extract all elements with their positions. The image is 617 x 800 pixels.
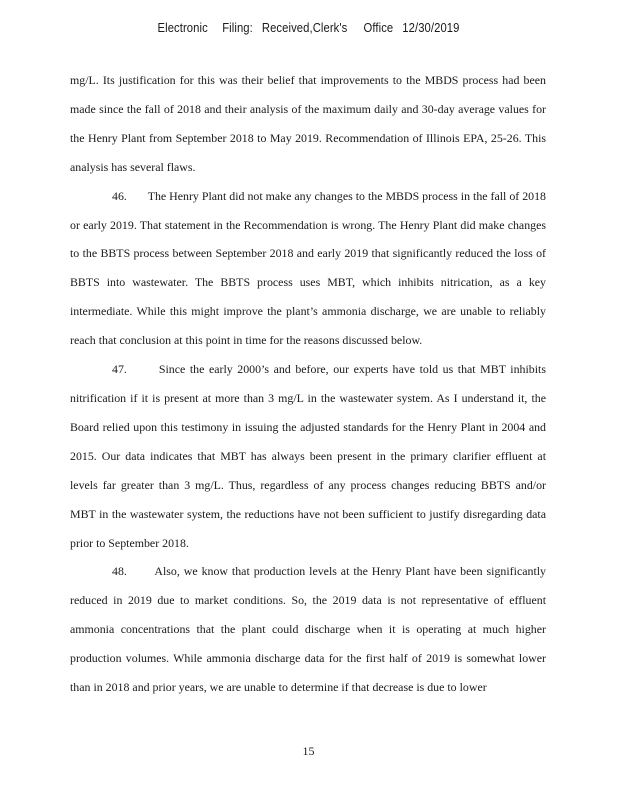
filing-header	[31, 21, 586, 35]
paragraph-text: The Henry Plant did not make any changes to the MBDS process in the fall of 2018 or early 2019. That statement in the Recommendation is wrong. The Henry Plant did make changes to the BBTS process between September 2018 and early 2019 that significantly reduced the loss of BBTS into wastewater. The BBTS process uses MBT, which inhibits nitrication, as a key intermediate. While this might improve the plant’s ammonia discharge, we are unable to reliably reach that conclusion at this point in time for the reasons discussed below.	[70, 188, 546, 348]
paragraph-text: mg/L. Its justification for this was their belief that improvements to the MBDS process had been made since the fall of 2018 and their analysis of the maximum daily and 30-day average values for the Henry Plant from September 2018 to May 2019. Recommendation of Illinois EPA, 25-26. This analysis has several flaws.	[70, 73, 546, 174]
paragraph-47	[70, 355, 546, 557]
paragraph-continuation	[70, 66, 546, 182]
document-body	[70, 66, 546, 702]
paragraph-text: Also, we know that production levels at the Henry Plant have been significantly reduced in 2019 due to market conditions. So, the 2019 data is not representative of effluent ammonia concentrations that the plant could discharge when it is operating at much higher production volumes. While ammonia discharge data for the first half of 2019 is somewhat lower than in 2018 and prior years, we are unable to determine if that decrease is due to lower	[70, 564, 546, 695]
paragraph-number: 46.	[112, 188, 127, 203]
header-office: Office	[363, 21, 394, 35]
header-electronic: Electronic	[157, 21, 208, 35]
paragraph-number: 47.	[112, 362, 127, 377]
paragraph-text: Since the early 2000’s and before, our experts have told us that MBT inhibits nitrification if it is present at more than 3 mg/L in the wastewater system. As I understand it, the Board relied upon this testimony in issuing the adjusted standards for the Henry Plant in 2004 and 2015. Our data indicates that MBT has always been present in the primary clarifier effluent at levels far greater than 3 mg/L. Thus, regardless of any process changes reducing BBTS and/or MBT in the wastewater system, the reductions have not been sufficient to justify disregarding data prior to September 2018.	[70, 362, 546, 550]
page-number: 15	[302, 744, 315, 758]
paragraph-48	[70, 557, 546, 702]
header-date: 12/30/2019	[402, 21, 460, 35]
header-received-clerks: Received,Clerk's	[261, 21, 348, 35]
paragraph-46	[70, 182, 546, 355]
paragraph-number: 48.	[112, 564, 127, 579]
header-filing: Filing:	[222, 21, 253, 35]
